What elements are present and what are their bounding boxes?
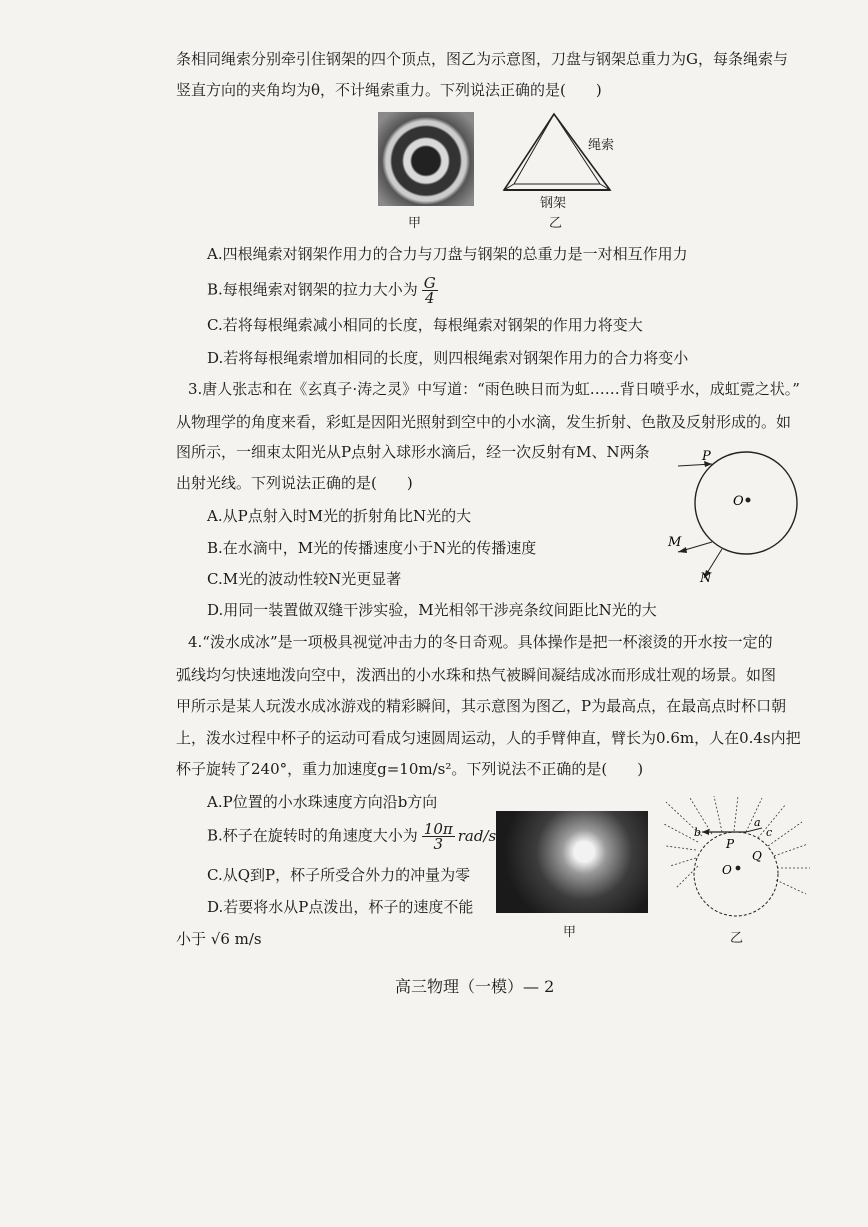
q3-line-2: 从物理学的角度来看，彩虹是因阳光照射到空中的小水滴，发生折射、色散及反射形成的。如 (176, 413, 792, 431)
circular-motion-diagram (662, 796, 812, 926)
q3-option-d: D.用同一装置做双缝干涉实验，M光相邻干涉亮条纹间距比N光的大 (207, 601, 657, 619)
frame-label: 钢架 (540, 196, 567, 211)
q2-option-c: C.若将每根绳索减小相同的长度，每根绳索对钢架的作用力将变大 (207, 316, 643, 334)
fig-caption-yi: 乙 (549, 216, 563, 231)
q4-line-3: 甲所示是某人玩泼水成冰游戏的精彩瞬间，其示意图为图乙，P为最高点，在最高点时杯口朝 (176, 697, 787, 715)
q2-option-d: D.若将每根绳索增加相同的长度，则四根绳索对钢架作用力的合力将变小 (207, 349, 689, 367)
ray-n-label: N (700, 571, 712, 586)
q4-line-1: 4.“泼水成冰”是一项极具视觉冲击力的冬日奇观。具体操作是把一杯滚烫的开水按一定的 (188, 633, 773, 651)
ray-m-label: M (668, 535, 682, 550)
rope-label: 绳索 (588, 138, 615, 153)
q3-option-c: C.M光的波动性较N光更显著 (207, 570, 402, 588)
q3-line-4: 出射光线。下列说法正确的是( ) (176, 474, 413, 492)
q4-option-d-line-1: D.若要将水从P点泼出，杯子的速度不能 (207, 898, 474, 916)
q4-line-5: 杯子旋转了240°，重力加速度g=10m/s²。下列说法不正确的是( ) (176, 760, 644, 778)
direction-a-label: a (754, 816, 761, 829)
water-droplet-diagram (660, 448, 810, 598)
q3-line-1: 3.唐人张志和在《玄真子·涛之灵》中写道：“雨色映日而为虹……背日喷乎水，成虹霓之状。” (188, 380, 800, 398)
q4-line-2: 弧线均匀快速地泼向空中，泼洒出的小水珠和热气被瞬间凝结成冰而形成壮观的场景。如图 (176, 666, 777, 684)
q2-option-b: B.每根绳索对钢架的拉力大小为 $\frac{G}{4}$ (207, 274, 436, 307)
q3-option-a: A.从P点射入时M光的折射角比N光的大 (207, 507, 472, 525)
q2-option-a: A.四根绳索对钢架作用力的合力与刀盘与钢架的总重力是一对相互作用力 (207, 245, 688, 263)
q4-caption-jia: 甲 (563, 925, 577, 940)
center-o-label: O (722, 863, 732, 877)
q4-line-4: 上，泼水过程中杯子的运动可看成匀速圆周运动，人的手臂伸直，臂长为0.6m，人在0.4s内把 (176, 729, 801, 747)
intro-line-2: 竖直方向的夹角均为θ，不计绳索重力。下列说法正确的是( ) (176, 81, 602, 99)
direction-b-label: b (694, 826, 702, 839)
q4-caption-yi: 乙 (730, 931, 744, 946)
point-q-label: Q (752, 849, 762, 863)
page-footer: 高三物理（一模）— 2 (395, 977, 555, 996)
point-p-label: P (726, 837, 735, 851)
intro-line-1: 条相同绳索分别牵引住钢架的四个顶点，图乙为示意图，刀盘与钢架总重力为G，每条绳索与 (176, 50, 788, 68)
center-o-label: O (733, 494, 744, 509)
cutter-disk-photo (378, 112, 474, 206)
splash-ice-photo (496, 811, 648, 913)
direction-c-label: c (766, 826, 773, 839)
q4-option-a: A.P位置的小水珠速度方向沿b方向 (207, 793, 438, 811)
fig-caption-jia: 甲 (408, 216, 422, 231)
point-p-label: P (702, 449, 711, 464)
q3-line-3: 图所示，一细束太阳光从P点射入球形水滴后，经一次反射有M、N两条 (176, 443, 650, 461)
q4-option-d-line-2: 小于 √6 m/s (176, 930, 262, 948)
q4-option-c: C.从Q到P，杯子所受合外力的冲量为零 (207, 866, 471, 884)
q3-option-b: B.在水滴中，M光的传播速度小于N光的传播速度 (207, 539, 537, 557)
q4-option-b: B.杯子在旋转时的角速度大小为 $\frac{10\pi}{3}$ rad/s (207, 820, 497, 853)
